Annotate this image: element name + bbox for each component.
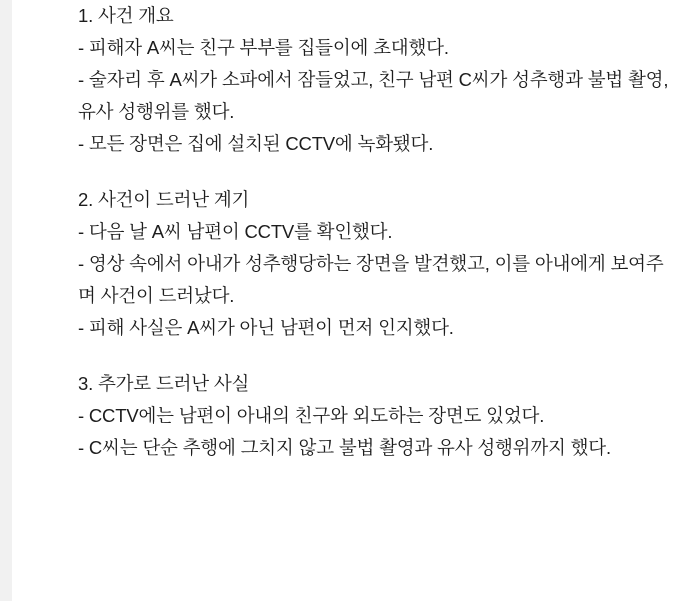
document-section [78, 0, 678, 160]
section-line: - 피해 사실은 A씨가 아닌 남편이 먼저 인지했다. [78, 317, 454, 338]
section-line: - CCTV에는 남편이 아내의 친구와 외도하는 장면도 있었다. [78, 405, 545, 426]
section-heading: 3. 추가로 드러난 사실 [78, 373, 250, 394]
section-line: - 모든 장면은 집에 설치된 CCTV에 녹화됐다. [78, 133, 434, 154]
section-line: - 영상 속에서 아내가 성추행당하는 장면을 발견했고, 이를 아내에게 보여주며 사건이 드러났다. [78, 253, 664, 306]
document-section [78, 184, 678, 344]
section-line: - 다음 날 A씨 남편이 CCTV를 확인했다. [78, 221, 393, 242]
section-line: - 술자리 후 A씨가 소파에서 잠들었고, 친구 남편 C씨가 성추행과 불법 촬영, 유사 성행위를 했다. [78, 69, 674, 122]
section-line: - 피해자 A씨는 친구 부부를 집들이에 초대했다. [78, 37, 449, 58]
left-gutter [0, 0, 12, 601]
section-heading: 2. 사건이 드러난 계기 [78, 189, 250, 210]
section-heading: 1. 사건 개요 [78, 5, 174, 26]
document-section [78, 368, 678, 464]
document-content [78, 0, 678, 601]
section-line: - C씨는 단순 추행에 그치지 않고 불법 촬영과 유사 성행위까지 했다. [78, 437, 611, 458]
